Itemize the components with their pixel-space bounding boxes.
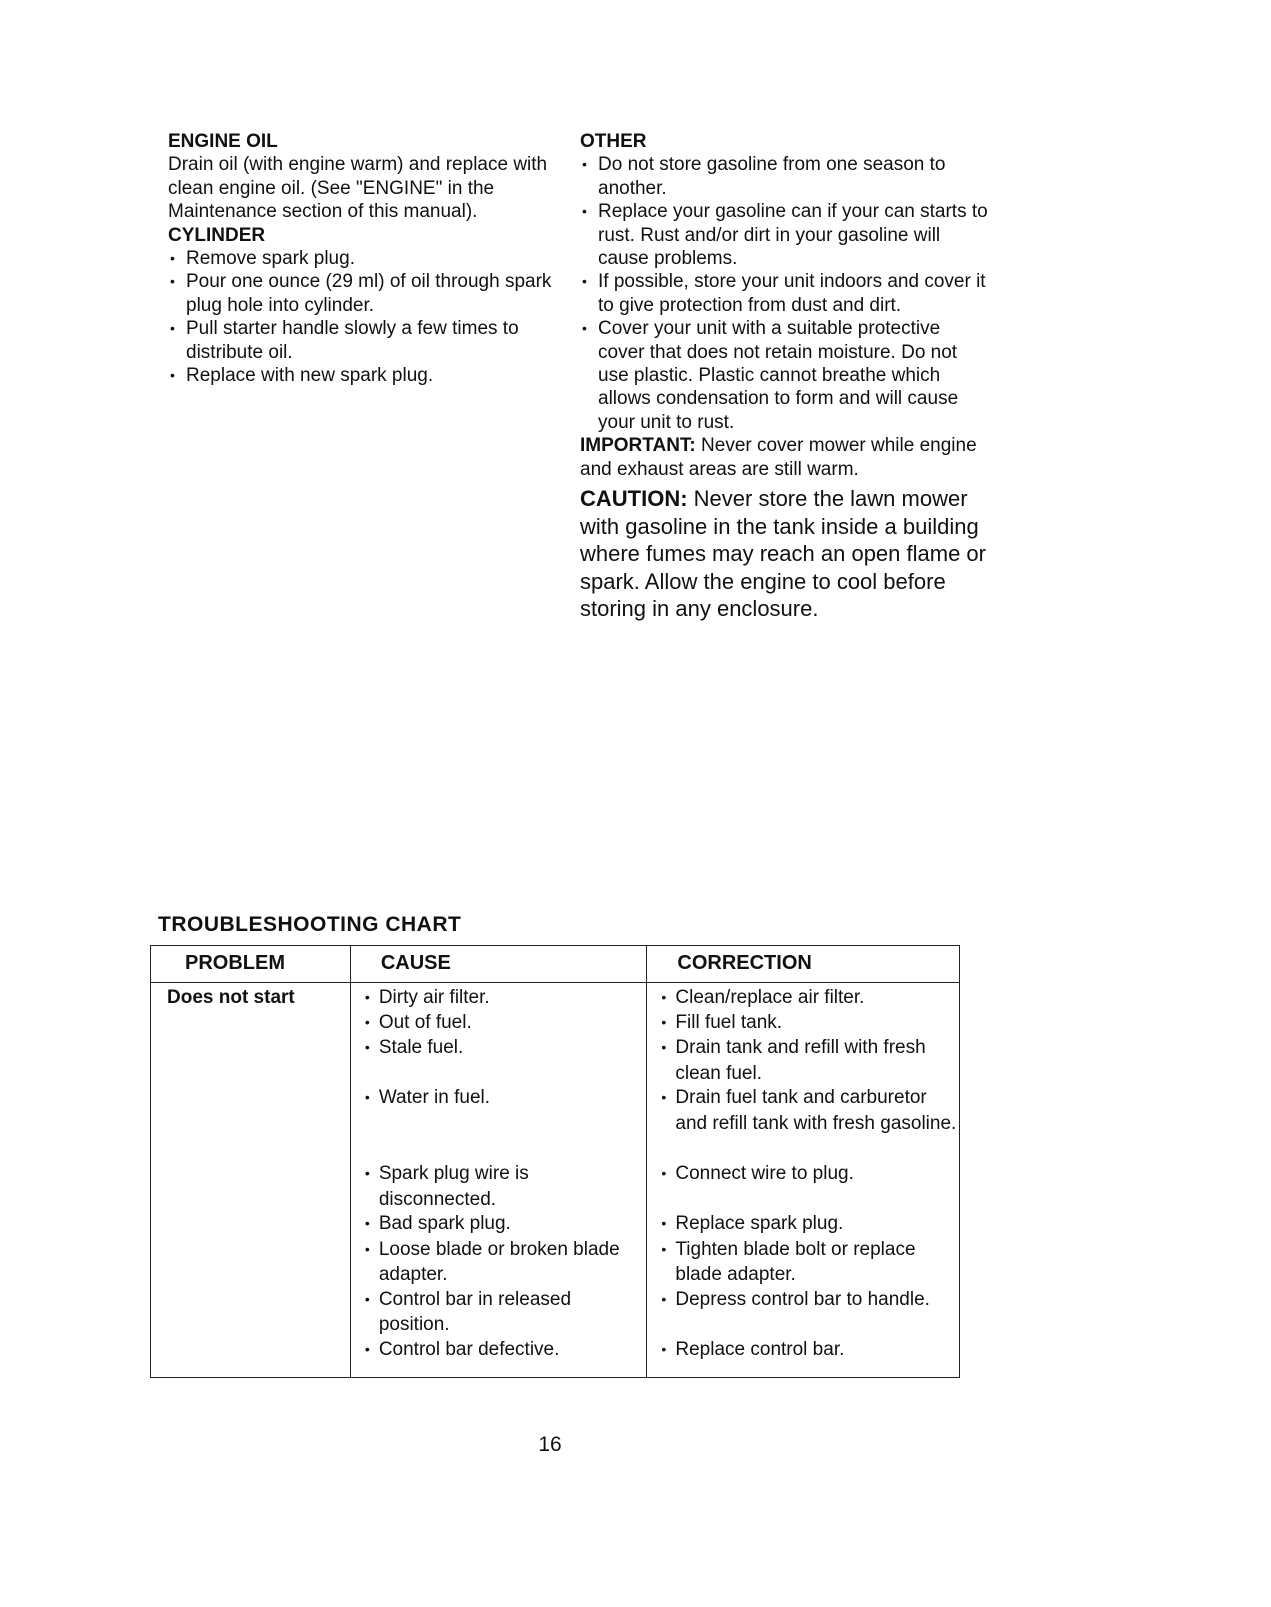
correction-item: • Clean/replace air filter. (661, 985, 959, 1010)
cause-item: • Control bar defective. (365, 1337, 647, 1362)
table-header-row (151, 946, 960, 983)
correction-item: • Replace spark plug. (661, 1211, 959, 1236)
storage-right-column (580, 130, 990, 623)
cause-header: CAUSE (350, 946, 647, 983)
cause-item: • Out of fuel. (365, 1010, 647, 1035)
cause-item: • Control bar in released position. (365, 1287, 647, 1337)
troubleshooting-table (150, 945, 960, 1378)
caution-note (580, 485, 990, 623)
problem-header: PROBLEM (151, 946, 351, 983)
correction-header: CORRECTION (647, 946, 960, 983)
caution-label: CAUTION: (580, 486, 688, 512)
correction-item: • Tighten blade bolt or replace blade adapter. (661, 1237, 959, 1287)
list-item: • Remove spark plug. (168, 247, 563, 270)
cause-item: • Loose blade or broken blade adapter. (365, 1237, 647, 1287)
list-item: • Replace your gasoline can if your can starts to rust. Rust and/or dirt in your gasoline will cause problems. (580, 200, 990, 270)
other-heading: OTHER (580, 131, 647, 152)
cause-item: • Bad spark plug. (365, 1211, 647, 1236)
correction-item: • Drain fuel tank and carburetor and refill tank with fresh gasoline. (661, 1085, 959, 1161)
page-number: 16 (538, 1433, 562, 1456)
list-item: • Cover your unit with a suitable protective cover that does not retain moisture. Do not use plastic. Plastic cannot breathe which allows condensation to form and will cause your unit to rust. (580, 317, 990, 434)
cause-item: • Spark plug wire is disconnected. (365, 1161, 647, 1211)
other-list (580, 153, 990, 434)
caution-text: Never store the lawn mower with gasoline in the tank inside a building where fumes may reach an open flame or spark. Allow the engine to cool before storing in any enclosure. (580, 486, 986, 622)
correction-item: • Connect wire to plug. (661, 1161, 959, 1211)
correction-item: • Depress control bar to handle. (661, 1287, 959, 1337)
problem-cell: Does not start (151, 983, 351, 1378)
important-text: Never cover mower while engine and exhaust areas are still warm. (580, 435, 977, 480)
cause-item: • Dirty air filter. (365, 985, 647, 1010)
cylinder-list (168, 247, 563, 387)
correction-item: • Drain tank and refill with fresh clean fuel. (661, 1035, 959, 1085)
cause-item: • Water in fuel. (365, 1085, 647, 1161)
cause-item: • Stale fuel. (365, 1035, 647, 1085)
correction-item: • Fill fuel tank. (661, 1010, 959, 1035)
important-note (580, 434, 990, 481)
engine-oil-heading: ENGINE OIL (168, 131, 278, 152)
list-item: • Pull starter handle slowly a few times to distribute oil. (168, 317, 563, 364)
list-item: • Do not store gasoline from one season to another. (580, 153, 990, 200)
storage-left-column (168, 130, 563, 387)
important-label: IMPORTANT: (580, 435, 696, 457)
list-item: • Replace with new spark plug. (168, 364, 563, 387)
list-item: • Pour one ounce (29 ml) of oil through spark plug hole into cylinder. (168, 270, 563, 317)
table-row (151, 983, 960, 1378)
troubleshooting-title: TROUBLESHOOTING CHART (158, 913, 462, 936)
engine-oil-text: Drain oil (with engine warm) and replace with clean engine oil. (See "ENGINE" in the Maintenance section of this manual). (168, 154, 548, 223)
correction-cell (647, 983, 960, 1378)
cylinder-heading: CYLINDER (168, 224, 266, 246)
cause-cell (350, 983, 647, 1378)
correction-item: • Replace control bar. (661, 1337, 959, 1362)
list-item: • If possible, store your unit indoors and cover it to give protection from dust and dirt. (580, 270, 990, 317)
